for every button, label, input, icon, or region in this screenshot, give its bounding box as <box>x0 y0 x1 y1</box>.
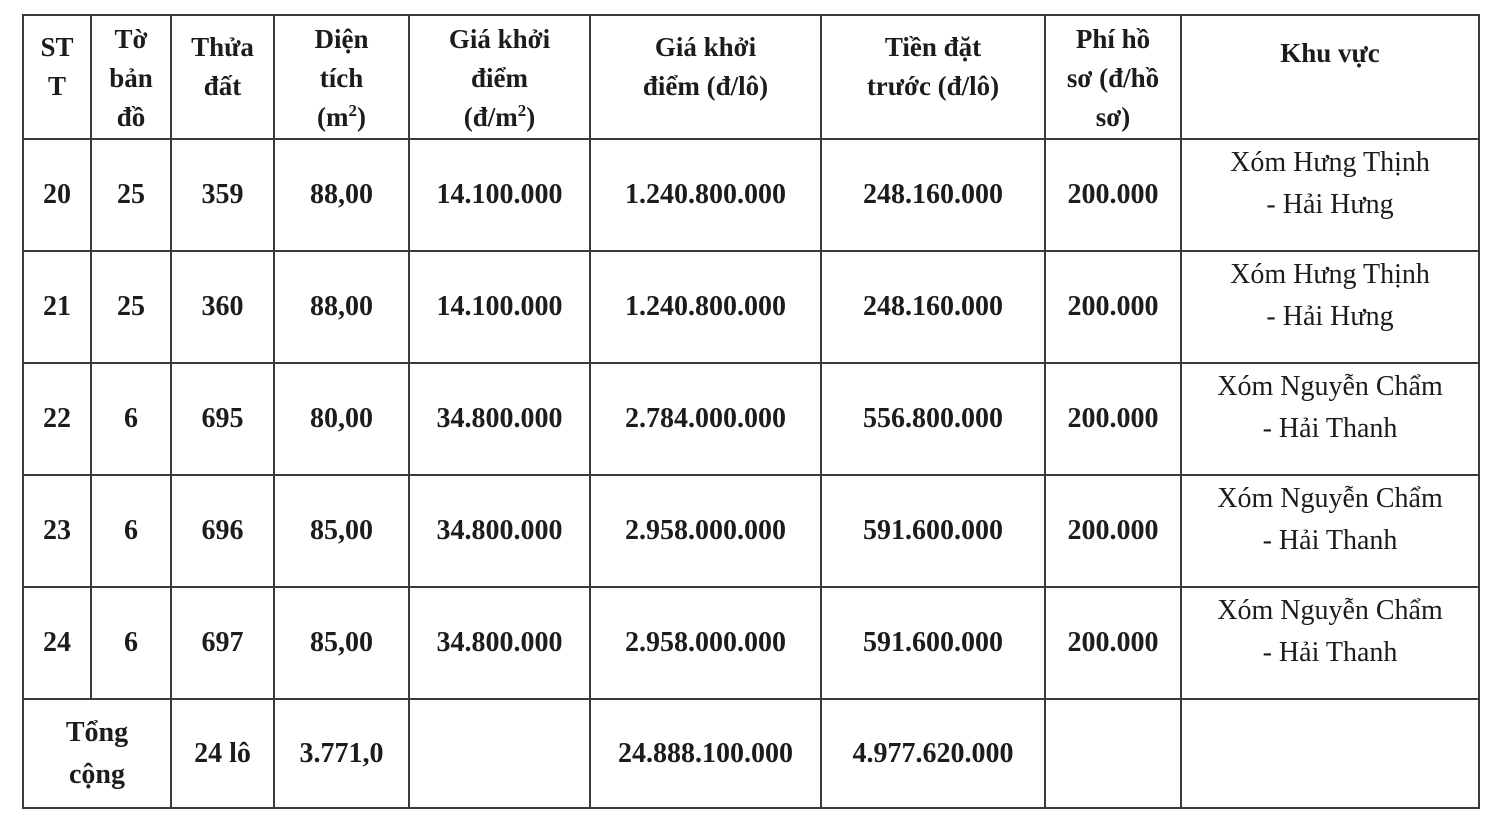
cell-thua-dat: 696 <box>171 475 274 587</box>
cell-phi-ho-so: 200.000 <box>1045 251 1181 363</box>
header-thua-dat: Thửa đất <box>171 15 274 139</box>
cell-gia-lo: 1.240.800.000 <box>590 251 821 363</box>
cell-gia-m2: 34.800.000 <box>409 363 590 475</box>
cell-gia-m2: 34.800.000 <box>409 475 590 587</box>
cell-phi-ho-so: 200.000 <box>1045 363 1181 475</box>
cell-stt: 20 <box>23 139 91 251</box>
header-gia-m2: Giá khởi điểm $(đ/m^2)$ <box>409 15 590 139</box>
cell-gia-m2: 14.100.000 <box>409 251 590 363</box>
cell-stt: 23 <box>23 475 91 587</box>
total-label: Tổng cộng <box>23 699 171 808</box>
header-to-ban-do: Tờ bản đồ <box>91 15 171 139</box>
header-phi-ho-so: Phí hồ sơ (đ/hồ sơ) <box>1045 15 1181 139</box>
cell-dat-truoc: 248.160.000 <box>821 139 1045 251</box>
header-dien-tich: Diện tích $(m^2)$ <box>274 15 409 139</box>
cell-thua-dat: 360 <box>171 251 274 363</box>
cell-thua-dat: 359 <box>171 139 274 251</box>
total-phi-empty <box>1045 699 1181 808</box>
cell-khu-vuc: Xóm Hưng Thịnh - Hải Hưng <box>1181 251 1479 363</box>
total-lots: 24 lô <box>171 699 274 808</box>
cell-dat-truoc: 556.800.000 <box>821 363 1045 475</box>
cell-gia-lo: 1.240.800.000 <box>590 139 821 251</box>
cell-gia-lo: 2.958.000.000 <box>590 587 821 699</box>
table-row <box>23 363 1479 475</box>
header-tien-dat-truoc: Tiền đặt trước (đ/lô) <box>821 15 1045 139</box>
cell-stt: 22 <box>23 363 91 475</box>
cell-thua-dat: 695 <box>171 363 274 475</box>
cell-gia-m2: 34.800.000 <box>409 587 590 699</box>
cell-dat-truoc: 591.600.000 <box>821 475 1045 587</box>
total-dat-truoc: 4.977.620.000 <box>821 699 1045 808</box>
cell-to-ban-do: 25 <box>91 139 171 251</box>
cell-phi-ho-so: 200.000 <box>1045 139 1181 251</box>
cell-dien-tich: 80,00 <box>274 363 409 475</box>
cell-to-ban-do: 6 <box>91 475 171 587</box>
header-gia-lo: Giá khởi điểm (đ/lô) <box>590 15 821 139</box>
cell-phi-ho-so: 200.000 <box>1045 587 1181 699</box>
cell-stt: 24 <box>23 587 91 699</box>
header-khu-vuc: Khu vực <box>1181 15 1479 139</box>
cell-gia-m2: 14.100.000 <box>409 139 590 251</box>
cell-dien-tich: 85,00 <box>274 587 409 699</box>
cell-khu-vuc: Xóm Nguyễn Chẩm - Hải Thanh <box>1181 587 1479 699</box>
cell-gia-lo: 2.958.000.000 <box>590 475 821 587</box>
table-row <box>23 475 1479 587</box>
table-row <box>23 587 1479 699</box>
table-row <box>23 251 1479 363</box>
cell-dien-tich: 88,00 <box>274 139 409 251</box>
table-row <box>23 139 1479 251</box>
cell-dat-truoc: 248.160.000 <box>821 251 1045 363</box>
cell-dat-truoc: 591.600.000 <box>821 587 1045 699</box>
cell-stt: 21 <box>23 251 91 363</box>
header-row <box>23 15 1479 139</box>
total-khu-vuc-empty <box>1181 699 1479 808</box>
total-gia-m2-empty <box>409 699 590 808</box>
cell-thua-dat: 697 <box>171 587 274 699</box>
cell-khu-vuc: Xóm Nguyễn Chẩm - Hải Thanh <box>1181 363 1479 475</box>
total-gia-lo: 24.888.100.000 <box>590 699 821 808</box>
cell-gia-lo: 2.784.000.000 <box>590 363 821 475</box>
cell-to-ban-do: 6 <box>91 363 171 475</box>
header-stt: ST T <box>23 15 91 139</box>
cell-dien-tich: 85,00 <box>274 475 409 587</box>
cell-phi-ho-so: 200.000 <box>1045 475 1181 587</box>
cell-khu-vuc: Xóm Nguyễn Chẩm - Hải Thanh <box>1181 475 1479 587</box>
total-row <box>23 699 1479 808</box>
cell-dien-tich: 88,00 <box>274 251 409 363</box>
cell-khu-vuc: Xóm Hưng Thịnh - Hải Hưng <box>1181 139 1479 251</box>
cell-to-ban-do: 6 <box>91 587 171 699</box>
cell-to-ban-do: 25 <box>91 251 171 363</box>
total-area: 3.771,0 <box>274 699 409 808</box>
auction-land-table <box>22 14 1480 809</box>
